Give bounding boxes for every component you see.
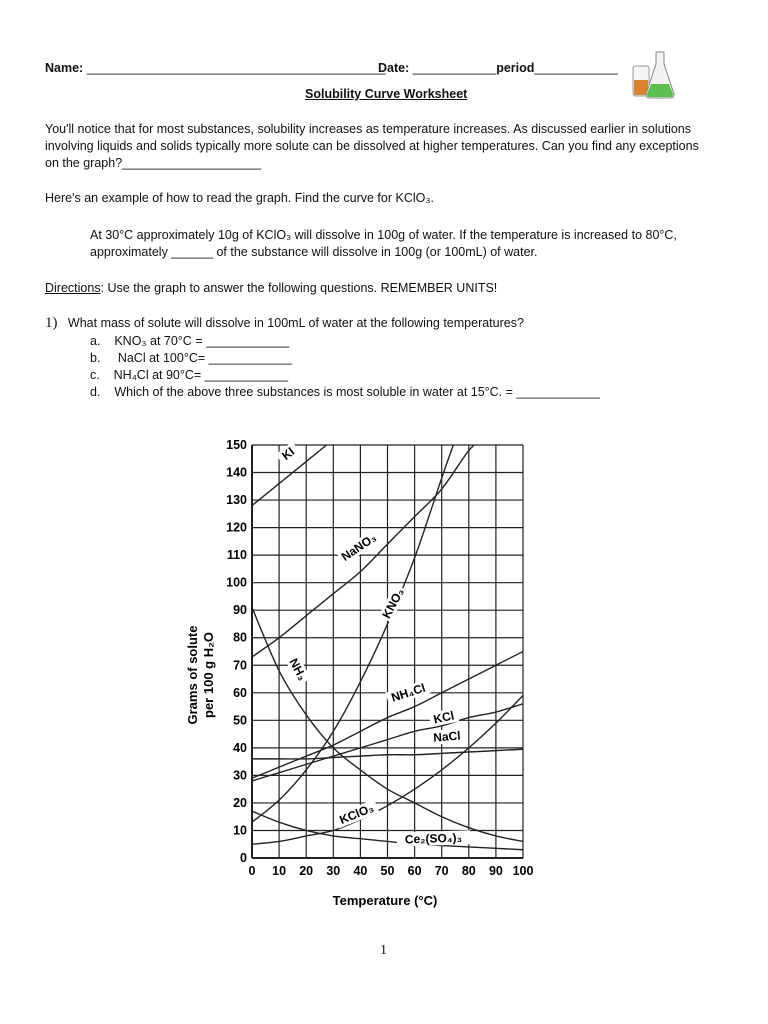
y-tick-label: 70	[233, 658, 247, 673]
x-tick-label: 100	[512, 864, 534, 878]
chemistry-flask-icon	[630, 48, 675, 100]
x-tick-label: 0	[248, 864, 256, 878]
y-tick-label: 80	[233, 630, 247, 645]
y-tick-label: 20	[233, 795, 247, 810]
example-intro: Here's an example of how to read the graph. Find the curve for KClO₃.	[45, 191, 434, 205]
solubility-chart	[175, 430, 555, 920]
series-label: NaNO₃	[338, 530, 379, 564]
y-tick-label: 40	[233, 740, 247, 755]
intro-line-1: You'll notice that for most substances, solubility increases as temperature increases. As discussed earlier in solutions	[45, 122, 691, 136]
page-number: 1	[380, 943, 387, 958]
y-axis-label-line-1: Grams of solute	[185, 625, 200, 725]
x-axis-label: Temperature (°C)	[332, 893, 438, 908]
x-tick-label: 60	[407, 864, 422, 878]
y-tick-label: 50	[233, 713, 247, 728]
y-axis-label-line-2: per 100 g H₂O	[201, 632, 216, 718]
series-label: KI	[279, 444, 298, 463]
question-1: 1) What mass of solute will dissolve in 100mL of water at the following temperatures?	[45, 315, 524, 331]
question-1b: b. NaCl at 100°C= ____________	[90, 351, 293, 365]
directions: Directions: Use the graph to answer the following questions. REMEMBER UNITS!	[45, 281, 498, 295]
question-1a: a. KNO₃ at 70°C = ____________	[90, 334, 290, 348]
x-tick-label: 40	[353, 864, 368, 878]
series-label: NaCl	[432, 728, 462, 745]
series-label: KCl	[432, 708, 456, 727]
series-label: NH₄Cl	[389, 680, 428, 705]
example-line-2: approximately ______ of the substance will dissolve in 100g (or 100mL) of water.	[90, 245, 538, 259]
intro-line-3: on the graph?____________________	[45, 156, 262, 170]
series-label: KNO₃	[379, 585, 407, 621]
x-tick-label: 10	[272, 864, 287, 878]
y-tick-label: 0	[240, 851, 247, 865]
series-label: KClO₃	[337, 800, 376, 828]
y-tick-label: 110	[226, 548, 247, 563]
y-tick-label: 150	[226, 438, 247, 452]
x-tick-label: 70	[434, 864, 449, 878]
series-label: Ce₂(SO₄)₃	[404, 830, 463, 847]
example-line-1: At 30°C approximately 10g of KClO₃ will dissolve in 100g of water. If the temperature is increased to 80°C,	[90, 228, 677, 242]
y-tick-label: 10	[233, 823, 247, 838]
series-label: NH₃	[286, 655, 310, 683]
page-title: Solubility Curve Worksheet	[305, 87, 468, 101]
y-tick-label: 100	[226, 575, 247, 590]
intro-line-2: involving liquids and solids typically more solute can be dissolved at higher temperatures. Can you find any exceptions	[45, 139, 699, 153]
date-label: Date: ____________period____________	[378, 61, 618, 75]
y-tick-label: 30	[233, 768, 247, 783]
x-tick-label: 50	[380, 864, 395, 878]
y-tick-label: 60	[233, 685, 247, 700]
name-label: Name: ___________________________________________	[45, 61, 386, 75]
x-tick-label: 80	[461, 864, 476, 878]
x-tick-label: 30	[326, 864, 341, 878]
y-tick-label: 140	[226, 465, 247, 480]
x-tick-label: 90	[488, 864, 503, 878]
y-tick-label: 120	[226, 520, 247, 535]
y-tick-label: 90	[233, 603, 247, 618]
y-tick-label: 130	[226, 493, 247, 508]
x-tick-label: 20	[299, 864, 314, 878]
question-1d: d. Which of the above three substances is most soluble in water at 15°C. = ____________	[90, 385, 600, 399]
question-1c: c. NH₄Cl at 90°C= ____________	[90, 368, 289, 382]
